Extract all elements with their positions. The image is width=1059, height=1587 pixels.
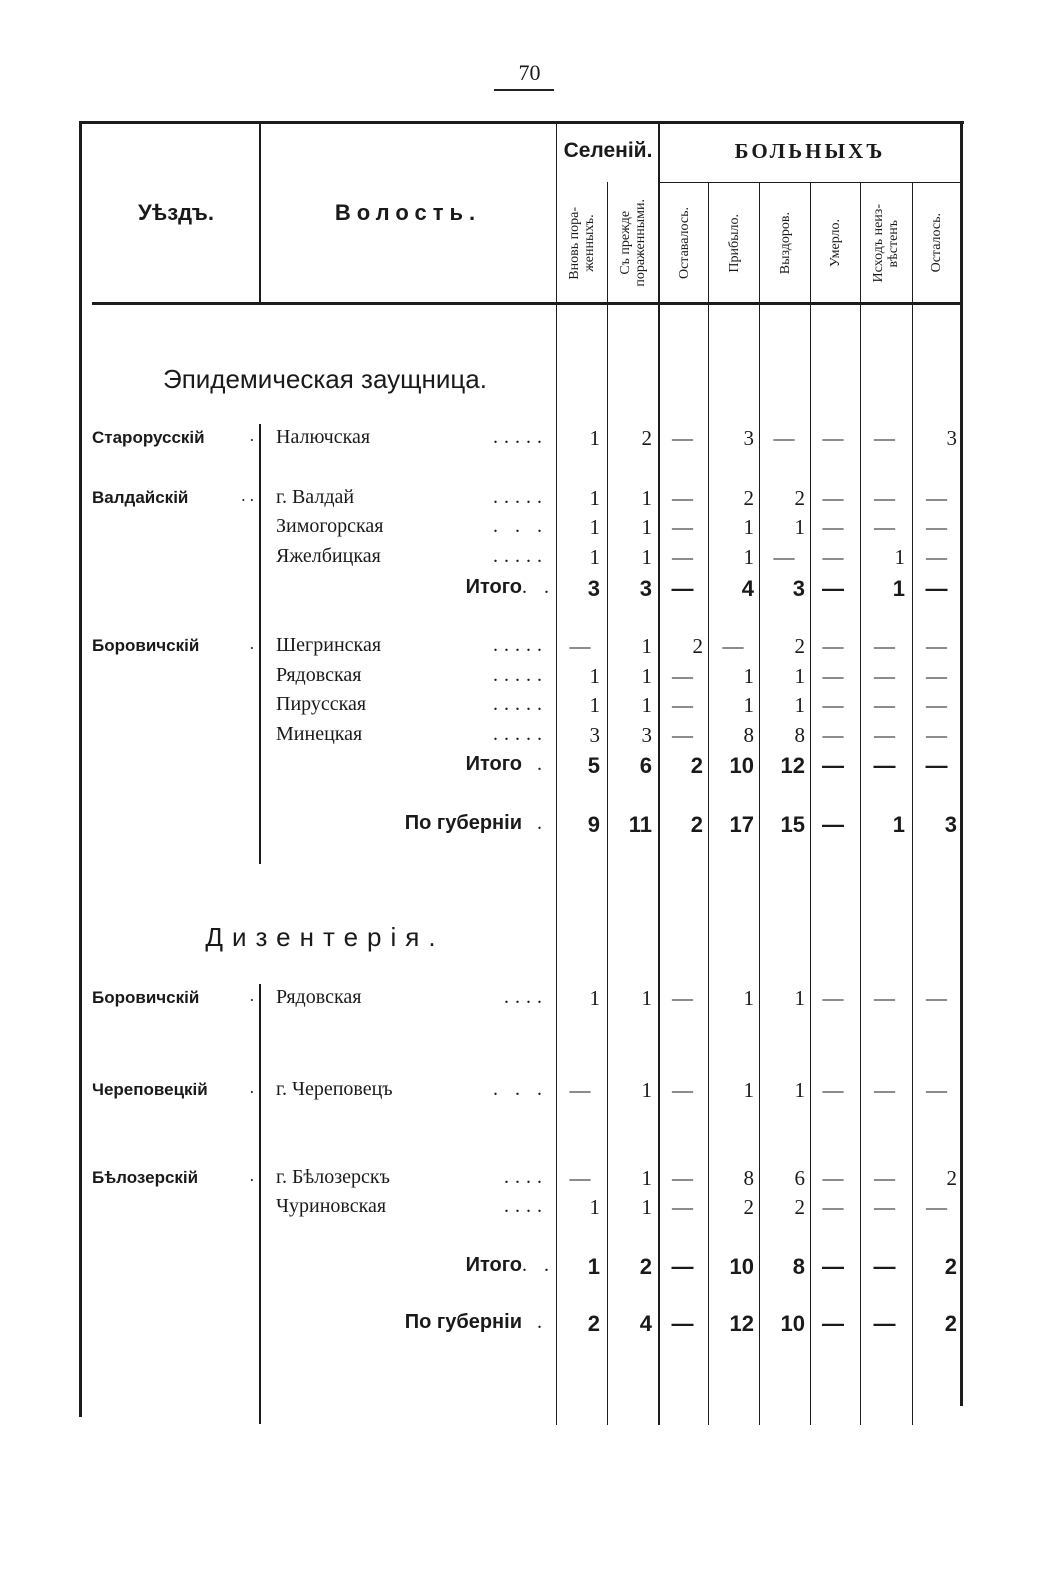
uezd-name: Боровичскій bbox=[92, 988, 200, 1007]
table-cell-value: 1 bbox=[641, 515, 652, 539]
volost-name: Шегринская bbox=[276, 634, 382, 656]
table-cell-value: 2 bbox=[641, 426, 652, 450]
table-top-rule bbox=[80, 121, 964, 124]
table-cell-value: 5 bbox=[587, 753, 600, 778]
table-cell-value: 1 bbox=[641, 545, 652, 569]
volost-leader-dots: .... bbox=[504, 986, 548, 1008]
table-cell-value: — bbox=[773, 545, 795, 569]
uezd-name: Череповецкій bbox=[92, 1080, 208, 1099]
table-cell-value: 2 bbox=[587, 1311, 600, 1336]
header-ostavalos-label: Оставалось. bbox=[676, 206, 692, 280]
table-cell-value: — bbox=[822, 515, 844, 539]
table-cell-value: 1 bbox=[589, 664, 600, 688]
table-cell-value: 3 bbox=[587, 576, 600, 601]
total-leader-dots: . bbox=[537, 1311, 548, 1333]
table-cell-value: — bbox=[926, 986, 947, 1010]
header-ostalos-label: Осталось. bbox=[928, 213, 944, 273]
header-iskhod-label: Исходъ неиз- вѣстенъ bbox=[871, 203, 901, 283]
header-vnov bbox=[557, 186, 607, 300]
table-cell-value: 8 bbox=[743, 723, 754, 747]
uezd-name: Старорусскій bbox=[92, 428, 205, 447]
table-cell-value: 1 bbox=[892, 812, 905, 837]
uezd-leader-dots: . bbox=[249, 986, 254, 1005]
table-cell-value: — bbox=[822, 1195, 844, 1219]
table-cell-value: 2 bbox=[639, 1254, 652, 1279]
table-cell-value: — bbox=[874, 664, 895, 688]
table-cell-value: — bbox=[822, 753, 844, 778]
header-bottom-rule bbox=[92, 302, 960, 305]
table-cell-value: 10 bbox=[729, 1254, 754, 1279]
table-cell-value: — bbox=[672, 986, 693, 1010]
table-cell-value: — bbox=[926, 486, 947, 510]
column-divider bbox=[607, 182, 608, 1425]
table-cell-value: — bbox=[822, 1254, 844, 1279]
table-cell-value: — bbox=[672, 486, 693, 510]
table-cell-value: 4 bbox=[639, 1311, 652, 1336]
volost-name: г. Валдай bbox=[276, 486, 355, 508]
table-cell-value: — bbox=[926, 664, 947, 688]
volost-leader-dots: ..... bbox=[493, 426, 548, 448]
volost-name: Пирусская bbox=[276, 693, 367, 715]
header-vnov-label: Вновь пора- женныхъ. bbox=[567, 206, 597, 280]
volost-name: Рядовская bbox=[276, 664, 362, 686]
table-cell-value: 1 bbox=[589, 426, 600, 450]
column-divider bbox=[912, 182, 913, 1425]
table-cell-value: 3 bbox=[946, 426, 957, 450]
table-cell-value: 1 bbox=[743, 515, 754, 539]
volost-leader-dots: ..... bbox=[493, 545, 548, 567]
table-cell-value: 12 bbox=[780, 753, 805, 778]
table-cell-value: — bbox=[822, 545, 844, 569]
total-leader-dots: . bbox=[537, 753, 548, 775]
section-title: Эпидемическая заущница. bbox=[163, 364, 487, 394]
table-cell-value: 1 bbox=[794, 664, 805, 688]
table-cell-value: — bbox=[822, 986, 844, 1010]
header-pribylo bbox=[708, 186, 760, 300]
table-cell-value: 1 bbox=[641, 486, 652, 510]
column-divider bbox=[759, 182, 760, 1425]
volost-leader-dots: ..... bbox=[493, 693, 548, 715]
table-cell-value: 1 bbox=[743, 986, 754, 1010]
table-cell-value: 1 bbox=[589, 545, 600, 569]
table-cell-value: — bbox=[822, 664, 844, 688]
table-cell-value: 1 bbox=[794, 515, 805, 539]
table-cell-value: 4 bbox=[741, 576, 754, 601]
table-cell-value: 1 bbox=[794, 693, 805, 717]
table-cell-value: 2 bbox=[743, 1195, 754, 1219]
table-cell-value: 3 bbox=[641, 723, 652, 747]
table-cell-value: — bbox=[773, 426, 795, 450]
page-number-rule bbox=[494, 89, 554, 91]
table-cell-value: — bbox=[874, 1166, 895, 1190]
volost-leader-dots: ..... bbox=[493, 486, 548, 508]
table-cell-value: — bbox=[671, 1254, 694, 1279]
table-cell-value: 3 bbox=[792, 576, 805, 601]
table-cell-value: 1 bbox=[587, 1254, 600, 1279]
table-cell-value: — bbox=[822, 693, 844, 717]
table-right-border bbox=[960, 121, 963, 1406]
table-cell-value: 1 bbox=[641, 1078, 652, 1102]
table-cell-value: 1 bbox=[641, 664, 652, 688]
table-cell-value: — bbox=[822, 723, 844, 747]
volost-leader-dots: ..... bbox=[493, 723, 548, 745]
table-cell-value: — bbox=[926, 634, 947, 658]
uezd-volost-divider-body-lower bbox=[259, 984, 261, 1424]
table-cell-value: — bbox=[672, 1166, 693, 1190]
table-cell-value: — bbox=[822, 1311, 844, 1336]
table-cell-value: — bbox=[926, 693, 947, 717]
total-label: Итого bbox=[465, 753, 522, 775]
table-cell-value: — bbox=[569, 1166, 591, 1190]
table-cell-value: 1 bbox=[589, 693, 600, 717]
header-ostalos bbox=[912, 186, 960, 300]
table-cell-value: — bbox=[874, 693, 895, 717]
table-cell-value: 1 bbox=[794, 986, 805, 1010]
table-cell-value: — bbox=[926, 1078, 947, 1102]
table-cell-value: — bbox=[873, 1311, 896, 1336]
table-cell-value: — bbox=[822, 812, 844, 837]
total-label: Итого bbox=[465, 1254, 522, 1276]
table-cell-value: — bbox=[722, 634, 744, 658]
table-cell-value: — bbox=[874, 723, 895, 747]
table-cell-value: — bbox=[925, 753, 948, 778]
table-cell-value: 1 bbox=[743, 545, 754, 569]
table-cell-value: 8 bbox=[794, 723, 805, 747]
table-cell-value: 2 bbox=[794, 634, 805, 658]
volost-name: Налючская bbox=[276, 426, 371, 448]
uezd-leader-dots: . bbox=[249, 634, 254, 653]
table-cell-value: 3 bbox=[743, 426, 754, 450]
table-cell-value: 12 bbox=[729, 1311, 754, 1336]
table-cell-value: 1 bbox=[743, 693, 754, 717]
table-cell-value: 2 bbox=[692, 634, 703, 658]
table-cell-value: — bbox=[874, 515, 895, 539]
header-vyzdorov bbox=[760, 186, 810, 300]
table-cell-value: — bbox=[874, 986, 895, 1010]
table-cell-value: — bbox=[874, 426, 895, 450]
table-cell-value: — bbox=[822, 426, 844, 450]
column-divider bbox=[708, 182, 709, 1425]
header-umerlo-label: Умерло. bbox=[827, 218, 843, 268]
uezd-leader-dots: . bbox=[249, 426, 254, 445]
header-seleniy: Селеній. bbox=[563, 139, 653, 162]
table-cell-value: 3 bbox=[944, 812, 957, 837]
table-cell-value: 1 bbox=[641, 634, 652, 658]
volost-leader-dots: . . . bbox=[493, 515, 548, 537]
header-pribylo-label: Прибыло. bbox=[726, 213, 742, 273]
table-cell-value: — bbox=[822, 1078, 844, 1102]
section-title: Дизентерія. bbox=[205, 922, 445, 952]
uezd-name: Валдайскій bbox=[92, 488, 189, 507]
table-cell-value: 1 bbox=[589, 1195, 600, 1219]
total-leader-dots: . . bbox=[522, 576, 555, 598]
table-cell-value: — bbox=[671, 1311, 694, 1336]
table-cell-value: — bbox=[671, 576, 694, 601]
header-vyzdorov-label: Выздоров. bbox=[777, 211, 793, 275]
table-cell-value: — bbox=[672, 545, 693, 569]
table-cell-value: 2 bbox=[946, 1166, 957, 1190]
table-cell-value: — bbox=[672, 664, 693, 688]
header-umerlo bbox=[810, 186, 860, 300]
volost-name: Рядовская bbox=[276, 986, 362, 1008]
table-cell-value: — bbox=[822, 576, 844, 601]
table-cell-value: 1 bbox=[589, 486, 600, 510]
volost-name: Минецкая bbox=[276, 723, 363, 745]
table-cell-value: — bbox=[672, 426, 693, 450]
table-cell-value: 1 bbox=[589, 986, 600, 1010]
table-cell-value: 15 bbox=[780, 812, 805, 837]
table-cell-value: — bbox=[926, 1195, 947, 1219]
table-cell-value: — bbox=[926, 545, 947, 569]
table-cell-value: 6 bbox=[639, 753, 652, 778]
volost-name: г. Череповецъ bbox=[276, 1078, 393, 1100]
volost-name: Чуриновская bbox=[276, 1195, 387, 1217]
uezd-leader-dots: . . bbox=[241, 486, 254, 505]
page-number: 70 bbox=[518, 60, 541, 85]
table-cell-value: 2 bbox=[794, 486, 805, 510]
table-cell-value: — bbox=[672, 723, 693, 747]
volost-leader-dots: .... bbox=[504, 1166, 548, 1188]
volost-name: Зимогорская bbox=[276, 515, 384, 537]
table-cell-value: 17 bbox=[729, 812, 754, 837]
table-cell-value: — bbox=[874, 1195, 895, 1219]
table-cell-value: 10 bbox=[729, 753, 754, 778]
volost-name: Яжелбицкая bbox=[276, 545, 381, 567]
table-cell-value: — bbox=[874, 1078, 895, 1102]
header-bolnykh: БОЛЬНЫХЪ bbox=[734, 139, 886, 163]
total-label: По губерніи bbox=[404, 812, 522, 834]
volost-leader-dots: . . . bbox=[493, 1078, 548, 1100]
header-iskhod bbox=[860, 186, 912, 300]
table-cell-value: 3 bbox=[639, 576, 652, 601]
uezd-name: Боровичскій bbox=[92, 636, 200, 655]
table-cell-value: 1 bbox=[743, 1078, 754, 1102]
table-cell-value: 2 bbox=[944, 1254, 957, 1279]
table-cell-value: 2 bbox=[690, 812, 703, 837]
volost-leader-dots: ..... bbox=[493, 634, 548, 656]
table-cell-value: 3 bbox=[589, 723, 600, 747]
table-cell-value: — bbox=[569, 1078, 591, 1102]
total-leader-dots: . . bbox=[522, 1254, 555, 1276]
table-left-border bbox=[79, 121, 82, 1417]
table-cell-value: — bbox=[926, 515, 947, 539]
table-cell-value: 8 bbox=[743, 1166, 754, 1190]
table-cell-value: — bbox=[569, 634, 591, 658]
table-cell-value: 2 bbox=[690, 753, 703, 778]
table-cell-value: 2 bbox=[944, 1311, 957, 1336]
table-cell-value: 1 bbox=[641, 1166, 652, 1190]
table-cell-value: 1 bbox=[641, 693, 652, 717]
table-cell-value: 1 bbox=[743, 664, 754, 688]
total-label: Итого bbox=[465, 576, 522, 598]
header-ostavalos bbox=[660, 186, 708, 300]
table-cell-value: — bbox=[672, 693, 693, 717]
table-cell-value: — bbox=[874, 634, 895, 658]
header-volost: Волость. bbox=[334, 200, 482, 225]
table-cell-value: 1 bbox=[892, 576, 905, 601]
header-prezhde bbox=[607, 186, 659, 300]
uezd-volost-divider-body-upper bbox=[259, 424, 261, 864]
table-cell-value: 1 bbox=[589, 515, 600, 539]
table-cell-value: 10 bbox=[780, 1311, 805, 1336]
table-cell-value: — bbox=[672, 1078, 693, 1102]
table-cell-value: — bbox=[822, 486, 844, 510]
table-cell-value: 1 bbox=[894, 545, 905, 569]
table-cell-value: — bbox=[672, 515, 693, 539]
header-prezhde-label: Съ прежде пораженными. bbox=[618, 199, 648, 287]
uezd-name: Бѣлозерскій bbox=[92, 1168, 199, 1187]
table-cell-value: 1 bbox=[641, 986, 652, 1010]
total-label: По губерніи bbox=[404, 1311, 522, 1333]
table-cell-value: — bbox=[822, 1166, 844, 1190]
column-divider bbox=[860, 182, 861, 1425]
table-cell-value: — bbox=[873, 1254, 896, 1279]
total-leader-dots: . bbox=[537, 812, 548, 834]
table-cell-value: — bbox=[873, 753, 896, 778]
column-divider bbox=[658, 123, 660, 1425]
volost-name: г. Бѣлозерскъ bbox=[276, 1166, 390, 1188]
table-cell-value: 1 bbox=[641, 1195, 652, 1219]
header-uezd: Уѣздъ. bbox=[138, 200, 214, 225]
table-cell-value: 9 bbox=[587, 812, 600, 837]
volost-leader-dots: .... bbox=[504, 1195, 548, 1217]
table-cell-value: — bbox=[925, 576, 948, 601]
column-divider bbox=[810, 182, 811, 1425]
table-cell-value: 2 bbox=[794, 1195, 805, 1219]
table-cell-value: 11 bbox=[628, 812, 652, 837]
table-cell-value: — bbox=[672, 1195, 693, 1219]
table-cell-value: — bbox=[822, 634, 844, 658]
uezd-leader-dots: . bbox=[249, 1166, 254, 1185]
table-cell-value: 1 bbox=[794, 1078, 805, 1102]
table-cell-value: — bbox=[926, 723, 947, 747]
uezd-leader-dots: . bbox=[249, 1078, 254, 1097]
volost-leader-dots: ..... bbox=[493, 664, 548, 686]
table-cell-value: — bbox=[874, 486, 895, 510]
table-cell-value: 2 bbox=[743, 486, 754, 510]
column-divider bbox=[556, 123, 557, 1425]
table-cell-value: 8 bbox=[792, 1254, 805, 1279]
table-cell-value: 6 bbox=[794, 1166, 805, 1190]
